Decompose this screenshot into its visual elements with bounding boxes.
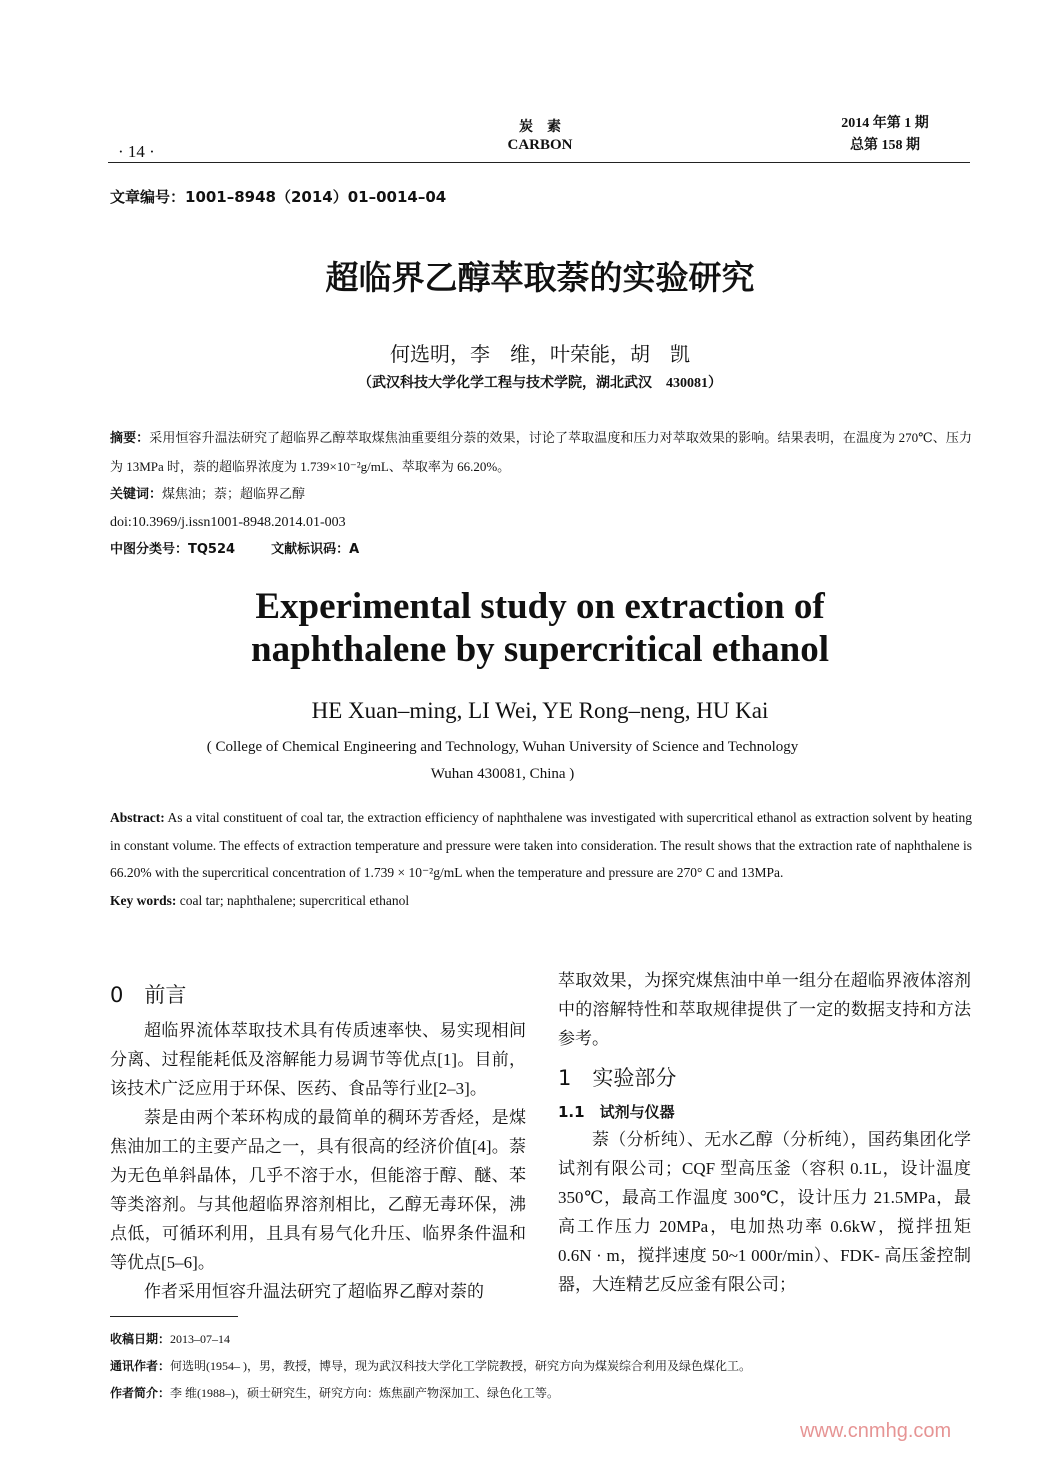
journal-cn: 炭 素 — [519, 120, 561, 135]
subsection-1-1-heading: 1.1 试剂与仪器 — [558, 1103, 675, 1121]
abstract-en-label: Abstract: — [110, 810, 165, 825]
affiliation-en-line: Wuhan 430081, China ) — [430, 766, 575, 782]
footnote-received: 收稿日期：2013–07–14 — [110, 1332, 231, 1346]
watermark: www.cnmhg.com — [800, 1420, 952, 1442]
header-rule — [108, 162, 970, 163]
keywords-en — [110, 887, 972, 915]
doi: doi:10.3969/j.issn1001-8948.2014.01-003 — [110, 514, 346, 530]
abstract-cn — [110, 424, 972, 480]
keywords-en-text: coal tar; naphthalene; supercritical ethanol — [179, 892, 410, 908]
journal-en: CARBON — [507, 137, 573, 153]
paragraph: 超临界流体萃取技术具有传质速率快、易实现相间分离、过程能耗低及溶解能力易调节等优点[1]。目前，该技术广泛应用于环保、医药、食品等行业[2–3]。 — [110, 1021, 526, 1098]
paragraph: 萘是由两个苯环构成的最简单的稠环芳香烃，是煤焦油加工的主要产品之一，具有很高的经济价值[4]。萘为无色单斜晶体，几乎不溶于水，但能溶于醇、醚、苯等类溶剂。与其他超临界溶剂相比，乙醇无毒环保，沸点低，可循环利用，且具有易气化升压、临界条件温和等优点[5–6]。 — [110, 1108, 526, 1272]
footnote-author-bio: 作者简介：李 维(1988–)，硕士研究生，研究方向：炼焦副产物深加工、绿色化工等。 — [110, 1386, 560, 1400]
abstract-cn-text: 采用恒容升温法研究了超临界乙醇萃取煤焦油重要组分萘的效果，讨论了萃取温度和压力对萃取效果的影响。结果表明，在温度为 270℃、压力为 13MPa 时，萘的超临界浓度为 1.739×10⁻²g/mL、萃取率为 66.20%。 — [110, 430, 972, 474]
doc-code-value: A — [349, 542, 360, 557]
clc-value: TQ524 — [188, 542, 236, 557]
keywords-cn-label: 关键词： — [110, 487, 163, 502]
total-issue: 总第 158 期 — [850, 138, 920, 153]
footnotes — [110, 1326, 751, 1407]
authors-cn: 何选明，李 维，叶荣能，胡 凯 — [390, 344, 690, 366]
abstract-en-block — [110, 804, 972, 914]
title-cn: 超临界乙醇萃取萘的实验研究 — [325, 258, 755, 297]
article-id: 文章编号：1001–8948（2014）01–0014–04 — [110, 188, 447, 206]
section-0-heading: 0 前言 — [110, 983, 187, 1007]
title-en-line: Experimental study on extraction of — [255, 586, 825, 627]
page-number: · 14 · — [118, 142, 155, 161]
clc-label: 中图分类号： — [110, 542, 189, 557]
section-1-heading: 1 实验部分 — [558, 1066, 677, 1090]
title-en — [0, 585, 1043, 671]
issue: 2014 年第 1 期 — [841, 116, 929, 131]
keywords-cn-text: 煤焦油；萘；超临界乙醇 — [162, 486, 306, 501]
keywords-cn — [110, 480, 972, 509]
abstract-en — [110, 804, 972, 887]
footnote-rule — [110, 1316, 238, 1317]
title-en-line: naphthalene by supercritical ethanol — [251, 629, 829, 670]
authors-en: HE Xuan–ming, LI Wei, YE Rong–neng, HU Kai — [311, 698, 769, 723]
footnote-corresponding-author: 通讯作者：何选明(1954– )，男，教授，博导，现为武汉科技大学化工学院教授，研究方向为煤炭综合利用及绿色煤化工。 — [110, 1359, 752, 1373]
abstract-cn-label: 摘要： — [110, 431, 150, 446]
abstract-en-text: As a vital constituent of coal tar, the extraction efficiency of naphthalene was investigated with supercritical ethanol as extraction solvent by heating in constant volume. The effects of extraction temperature and pressure were taken into consideration. The result shows that the extraction rate of naphthalene is 66.20% with the supercritical concentration of 1.739 × 10⁻²g/mL when the temperature and pressure are 270° C and 13MPa. — [110, 810, 972, 880]
keywords-en-label: Key words: — [110, 892, 177, 908]
paragraph: 作者采用恒容升温法研究了超临界乙醇对萘的 — [144, 1282, 484, 1301]
classification — [110, 536, 972, 564]
abstract-cn-block — [110, 424, 972, 564]
paragraph: 萘（分析纯）、无水乙醇（分析纯），国药集团化学试剂有限公司；CQF 型高压釜（容积 0.1L，设计温度 350℃，最高工作温度 300℃，设计压力 21.5MPa，最高工作压力 20MPa，电加热功率 0.6kW，搅拌扭矩 0.6N · m，搅拌速度 50~1 000r/min）、FDK- 高压釜控制器，大连精艺反应釜有限公司； — [558, 1130, 971, 1294]
right-column — [558, 966, 971, 1299]
left-column — [110, 980, 526, 1306]
affiliation-en-line: ( College of Chemical Engineering and Technology, Wuhan University of Science and Technology — [206, 739, 799, 755]
paragraph-continued: 萃取效果，为探究煤焦油中单一组分在超临界液体溶剂中的溶解特性和萃取规律提供了一定的数据支持和方法参考。 — [558, 971, 971, 1048]
doc-code-label: 文献标识码： — [271, 542, 350, 557]
affiliation-cn: （武汉科技大学化学工程与技术学院，湖北武汉 430081） — [358, 376, 722, 391]
affiliation-en — [0, 734, 1005, 788]
